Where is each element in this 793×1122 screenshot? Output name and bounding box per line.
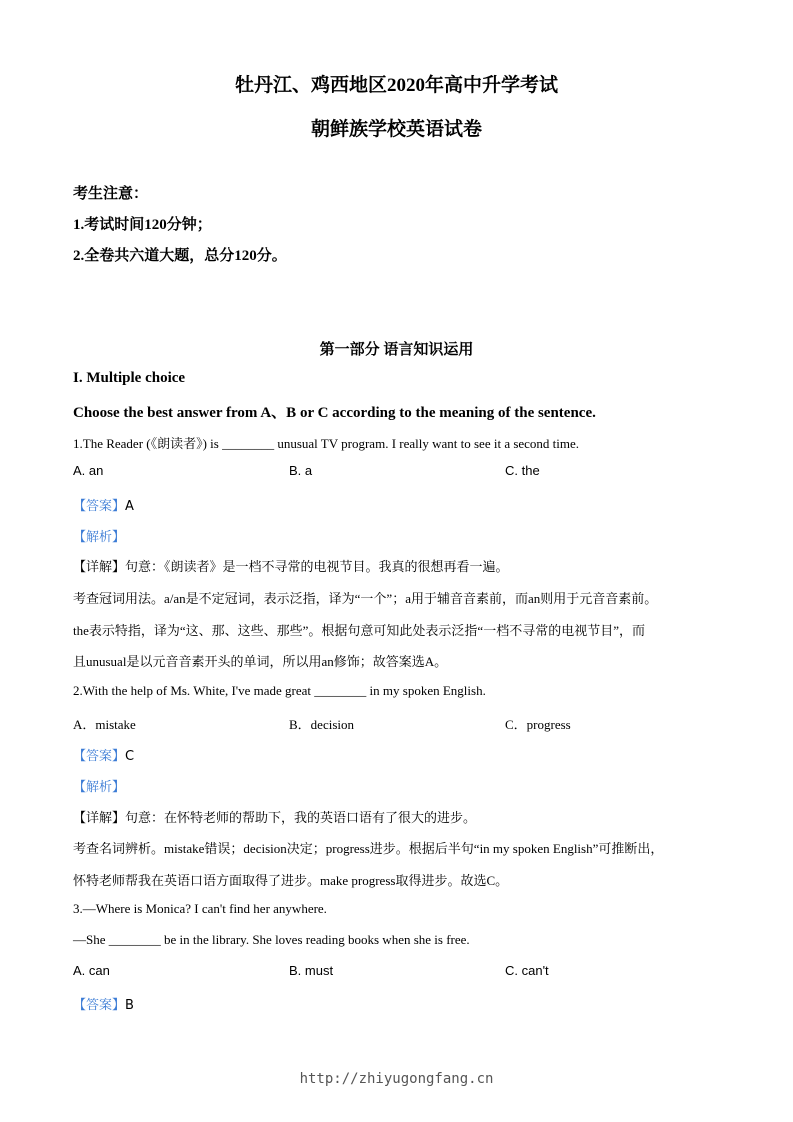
answer-value: B xyxy=(125,998,134,1013)
question-1-explanation-line: the表示特指，译为“这、那、这些、那些”。根据句意可知此处表示泛指“一档不寻常的电视节目”，而 xyxy=(73,623,645,638)
question-1-stem: 1.The Reader (《朗读者》) is ________ unusual TV program. I really want to see it a second time. xyxy=(73,436,580,451)
question-3-answer xyxy=(73,994,134,1013)
exam-subtitle: 朝鲜族学校英语试卷 xyxy=(310,119,482,140)
question-3-option-b: B. must xyxy=(289,963,334,978)
question-1-option-a: A. an xyxy=(73,463,104,478)
question-2-option-c: C．progress xyxy=(505,717,571,732)
question-1-detail: 【详解】句意：《朗读者》是一档不寻常的电视节目。我真的很想再看一遍。 xyxy=(73,559,509,574)
question-1-option-b: B. a xyxy=(289,463,313,478)
notice-item-time: 1.考试时间120分钟； xyxy=(73,217,212,233)
question-2-explanation-line: 怀特老师帮我在英语口语方面取得了进步。make progress取得进步。故选C。 xyxy=(73,873,509,888)
question-2-detail: 【详解】句意：在怀特老师的帮助下，我的英语口语有了很大的进步。 xyxy=(73,810,477,825)
question-1-option-c: C. the xyxy=(505,463,540,478)
notice-heading: 考生注意： xyxy=(73,186,149,202)
section-heading: I. Multiple choice xyxy=(73,370,186,386)
answer-label: 【答案】 xyxy=(73,998,126,1013)
answer-label: 【答案】 xyxy=(73,749,126,764)
question-3-option-a: A. can xyxy=(73,963,110,978)
section-instruction: Choose the best answer from A、B or C according to the meaning of the sentence. xyxy=(73,405,596,421)
question-2-option-a: A．mistake xyxy=(73,717,136,732)
question-1-explanation-line: 考查冠词用法。a/an是不定冠词，表示泛指，译为“一个”；a用于辅音音素前，而an则用于元音音素前。 xyxy=(73,591,658,606)
question-3-stem-reply: —She ________ be in the library. She loves reading books when she is free. xyxy=(73,932,470,947)
question-1-answer xyxy=(73,495,134,514)
exam-title: 牡丹江、鸡西地区2020年高中升学考试 xyxy=(234,75,558,96)
question-2-answer xyxy=(73,745,134,764)
answer-label: 【答案】 xyxy=(73,499,126,514)
question-2-stem: 2.With the help of Ms. White, I've made great ________ in my spoken English. xyxy=(73,683,486,698)
answer-value: A xyxy=(125,499,134,514)
question-3-stem: 3.—Where is Monica? I can't find her anywhere. xyxy=(73,901,327,916)
question-3-option-c: C. can't xyxy=(505,963,549,978)
answer-value: C xyxy=(125,749,135,764)
question-2-explanation-line: 考查名词辨析。mistake错误；decision决定；progress进步。根据后半句“in my spoken English”可推断出， xyxy=(73,841,664,856)
part-title: 第一部分 语言知识运用 xyxy=(319,342,474,358)
question-2-option-b: B．decision xyxy=(289,717,354,732)
footer-url: http://zhiyugongfang.cn xyxy=(299,1071,494,1087)
notice-item-score: 2.全卷共六道大题，总分120分。 xyxy=(73,248,287,264)
question-1-explanation-line: 且unusual是以元音音素开头的单词，所以用an修饰；故答案选A。 xyxy=(73,654,448,669)
question-2-analysis-label: 【解析】 xyxy=(73,780,126,795)
question-1-analysis-label: 【解析】 xyxy=(73,530,126,545)
